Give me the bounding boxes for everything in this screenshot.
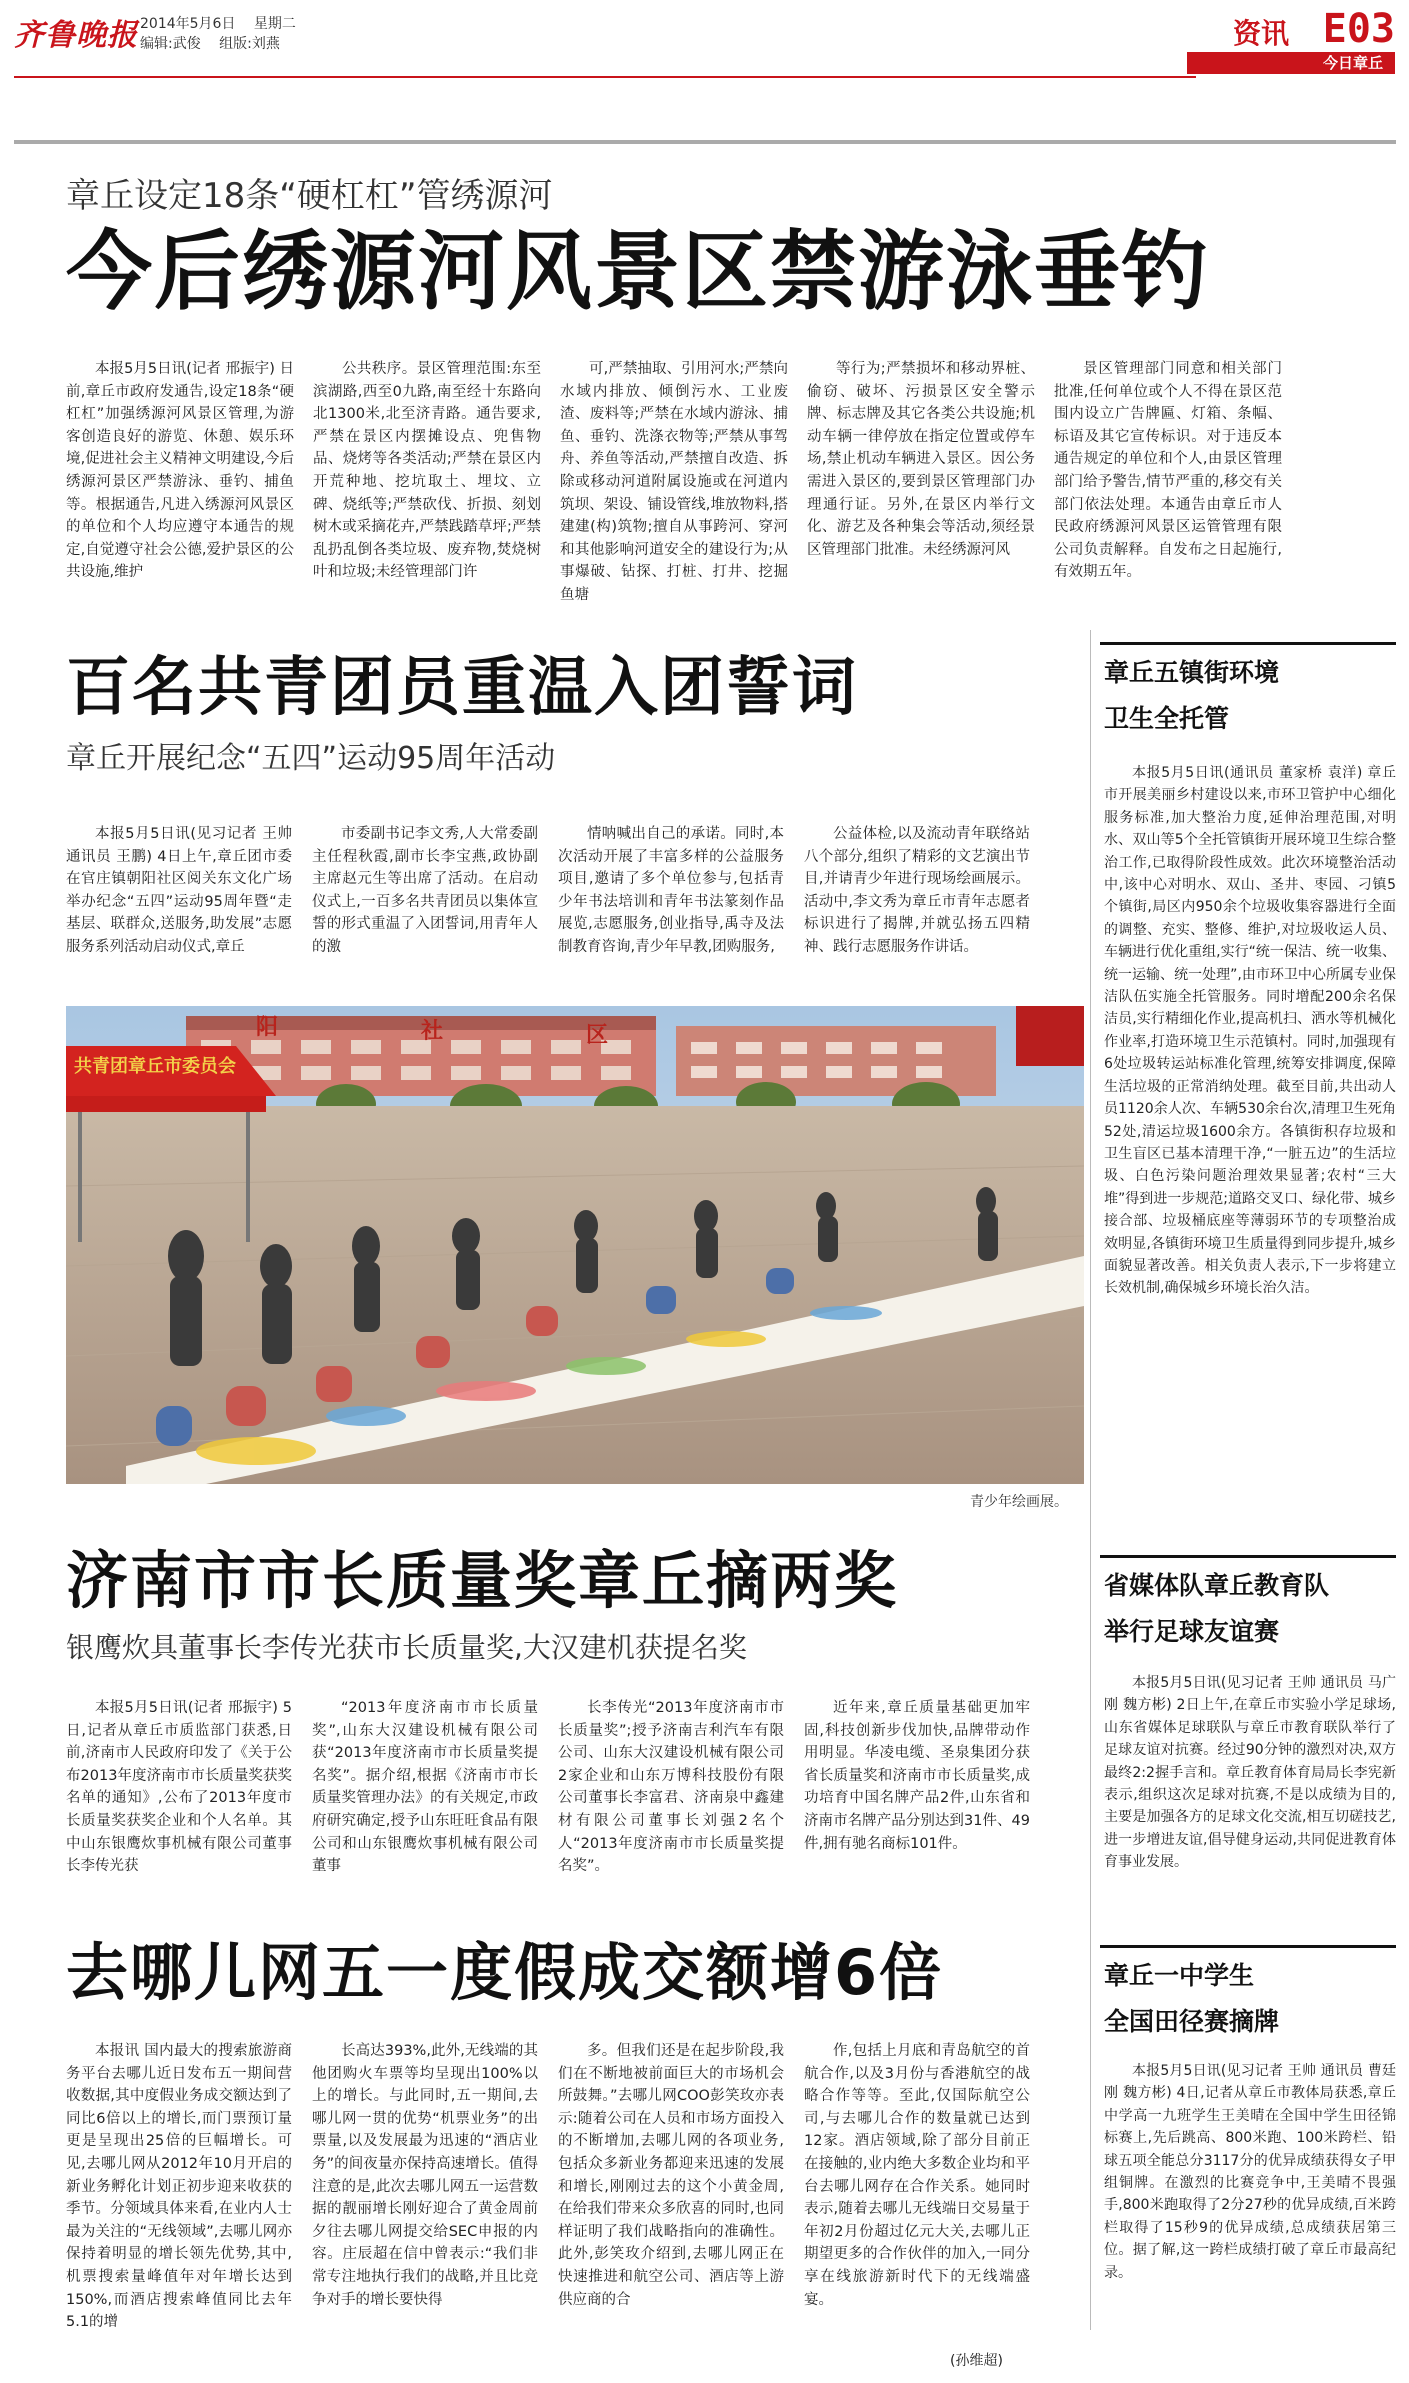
building-sign-3: 区 (586, 1023, 609, 1048)
building-sign-2: 社 (421, 1019, 444, 1044)
article1-col-1: 本报5月5日讯(记者 邢振宇) 日前,章丘市政府发通告,设定18条“硬杠杠”加强绣源河风景区管理,为游客创造良好的游览、休憩、娱乐环境,促进社会主义精神文明建设,今后绣源河景区严禁游泳、垂钓、捕鱼等。根据通告,凡进入绣源河风景区的单位和个人均应遵守本通告的规定,自觉遵守社会公德,爱护景区的公共设施,维护 (66, 361, 294, 581)
article1-col-3: 可,严禁抽取、引用河水;严禁向水域内排放、倾倒污水、工业废渣、废料等;严禁在水域内游泳、捕鱼、垂钓、洗涤衣物等;严禁从事驾舟、养鱼等活动,严禁擅自改造、拆除或移动河道附属设施或在河道内筑坝、架设、铺设管线,堆放物料,搭建建(构)筑物;擅自从事跨河、穿河和其他影响河道安全的建设行为;从事爆破、钻探、打桩、打井、挖掘鱼塘 (560, 361, 788, 603)
sidebar2-bar (1100, 1555, 1396, 1558)
article1-headline: 今后绣源河风景区禁游泳垂钓 (66, 222, 1210, 322)
article1-col-2: 公共秩序。景区管理范围:东至滨湖路,西至0九路,南至经十东路向北1300米,北至济青路。通告要求,严禁在景区内摆摊设点、兜售物品、烧烤等各类活动;严禁在景区内开荒种地、挖坑取土、埋坟、立碑、烧纸等;严禁砍伐、折损、刻划树木或采摘花卉,严禁践踏草坪;严禁乱扔乱倒各类垃圾、废弃物,焚烧树叶和垃圾;未经管理部门许 (313, 361, 541, 581)
article4-headline: 去哪儿网五一度假成交额增6倍 (66, 1936, 944, 2009)
top-divider (14, 140, 1396, 144)
sidebar2-title-line2: 举行足球友谊赛 (1104, 1617, 1280, 1646)
subsection-banner: 今日章丘 (1187, 52, 1395, 74)
article3-col-2: “2013年度济南市市长质量奖”,山东大汉建设机械有限公司获“2013年度济南市市长质量奖提名奖”。据介绍,根据《济南市市长质量奖管理办法》的有关规定,市政府研究确定,授予山东旺旺食品有限公司和山东银鹰炊事机械有限公司董事 (312, 1700, 538, 1875)
article4-byline: (孙维超) (950, 2353, 1003, 2369)
sidebar2-body: 本报5月5日讯(见习记者 王帅 通讯员 马广刚 魏方彬) 2日上午,在章丘市实验小学足球场,山东省媒体足球联队与章丘市教育联队举行了足球友谊对抗赛。经过90分钟的激烈对决,双方最终2:2握手言和。章丘教育体育局局长李宪新表示,组织这次足球对抗赛,不是以成绩为目的,主要是加强各方的足球文化交流,相互切磋技艺,进一步增进友谊,倡导健身运动,共同促进教育体育事业发展。 (1104, 1675, 1396, 1871)
sidebar1-title-line2: 卫生全托管 (1104, 704, 1230, 733)
article2-col-2: 市委副书记李文秀,人大常委副主任程秋霞,副市长李宝燕,政协副主席赵元生等出席了活动。在启动仪式上,一百多名共青团员以集体宣誓的形式重温了入团誓词,用青年人的激 (312, 826, 538, 955)
tent-banner: 共青团章丘市委员会 (74, 1056, 236, 1077)
article2-kicker: 章丘开展纪念“五四”运动95周年活动 (66, 741, 556, 776)
issue-date: 2014年5月6日 (140, 16, 236, 32)
sidebar1-bar (1100, 642, 1396, 645)
building-sign-1: 阳 (256, 1015, 279, 1040)
sidebar1-body: 本报5月5日讯(通讯员 董家桥 袁洋) 章丘市开展美丽乡村建设以来,市环卫管护中心细化服务标准,加大整治力度,延伸治理范围,对明水、双山等5个全托管镇街开展环境卫生综合整治工作,已取得阶段性成效。此次环境整治活动中,该中心对明水、双山、圣井、枣园、刁镇5个镇街,局区内950余个垃圾收集容器进行全面的调整、充实、整修、维护,对垃圾收运人员、车辆进行优化重组,实行“统一保洁、统一收集、统一运输、统一处理”,由市环卫中心所属专业保洁队伍实施全托管服务。同时增配200余名保洁员,实行精细化作业,提高机扫、洒水等机械化作业率,打造环境卫生示范镇村。同时,加强现有6处垃圾转运站标准化管理,统筹安排调度,保障生活垃圾的正常消纳处理。截至目前,共出动人员1120余人次、车辆530余台次,清理卫生死角52处,清运垃圾1600余方。各镇街积存垃圾和卫生盲区已基本清理干净,“一脏五边”的生活垃圾、白色污染问题治理效果显著;农村“三大堆”得到进一步规范;道路交叉口、绿化带、城乡接合部、垃圾桶底座等薄弱环节的专项整治成效明显,各镇街环境卫生质量得到同步提升,城乡面貌显著改善。相关负责人表示,下一步将建立长效机制,确保城乡环境长治久洁。 (1104, 765, 1396, 1297)
masthead (0, 0, 1409, 72)
photo-caption: 青少年绘画展。 (970, 1494, 1068, 1510)
article2-col-1: 本报5月5日讯(见习记者 王帅 通讯员 王鹏) 4日上午,章丘团市委在官庄镇朝阳社区阅关东文化广场举办纪念“五四”运动95周年暨“走基层、联群众,送服务,助发展”志愿服务系列活动启动仪式,章丘 (66, 826, 292, 955)
sidebar3-body: 本报5月5日讯(见习记者 王帅 通讯员 曹廷刚 魏方彬) 4日,记者从章丘市教体局获悉,章丘中学高一九班学生王美晴在全国中学生田径锦标赛上,先后跳高、800米跑、100米跨栏、铅球五项全能总分3117分的优异成绩获得女子甲组铜牌。在激烈的比赛竞争中,王美晴不畏强手,800米跑取得了2分27秒的优异成绩,百米跨栏取得了15秒9的优异成绩,总成绩获居第三位。据了解,这一跨栏成绩打破了章丘市最高纪录。 (1104, 2063, 1396, 2281)
article2-headline: 百名共青团员重温入团誓词 (66, 651, 858, 725)
sidebar3-title (1104, 1953, 1279, 2045)
issue-meta (140, 14, 310, 54)
sidebar2-title (1104, 1563, 1329, 1655)
masthead-rule (14, 76, 1196, 78)
article1-col-4: 等行为;严禁损坏和移动界桩、偷窃、破坏、污损景区安全警示牌、标志牌及其它各类公共设施;机动车辆一律停放在指定位置或停车场,禁止机动车辆进入景区。因公务需进入景区的,要到景区管理部门办理通行证。另外,在景区内举行文化、游艺及各种集会等活动,须经景区管理部门批准。未经绣源河风 (807, 361, 1035, 558)
article3-col-1: 本报5月5日讯(记者 邢振宇) 5日,记者从章丘市质监部门获悉,日前,济南市人民政府印发了《关于公布2013年度济南市市长质量奖获奖名单的通知》,公布了2013年度市长质量奖获奖企业和个人名单。其中山东银鹰炊事机械有限公司董事长李传光获 (66, 1700, 292, 1875)
article1-col-5: 景区管理部门同意和相关部门批准,任何单位或个人不得在景区范围内设立广告牌匾、灯箱、条幅、标语及其它宣传标识。对于违反本通告规定的单位和个人,由景区管理部门给予警告,情节严重的,移交有关部门依法处理。本通告由章丘市人民政府绣源河风景区运管管理有限公司负责解释。自发布之日起施行,有效期五年。 (1054, 361, 1282, 581)
sidebar1-title-line1: 章丘五镇街环境 (1104, 658, 1280, 687)
issue-weekday: 星期二 (253, 16, 296, 32)
article4-col-4: 作,包括上月底和青岛航空的首航合作,以及3月份与香港航空的战略合作等等。至此,仅国际航空公司,与去哪儿合作的数量就已达到12家。酒店领域,除了部分目前正在接触的,业内绝大多数企业均和平台去哪儿网存在合作关系。她同时表示,随着去哪儿无线端日交易量于年初2月份超过亿元大关,去哪儿正期望更多的合作伙伴的加入,一同分享在线旅游新时代下的无线端盛宴。 (804, 2043, 1030, 2308)
article3-headline: 济南市市长质量奖章丘摘两奖 (66, 1544, 899, 1617)
layout-credit: 组版:刘燕 (219, 36, 280, 52)
sidebar-divider (1090, 630, 1091, 2330)
sidebar3-bar (1100, 1945, 1396, 1948)
article4-col-1: 本报讯 国内最大的搜索旅游商务平台去哪儿近日发布五一期间营收数据,其中度假业务成交额达到了同比6倍以上的增长,而门票预订量更是呈现出25倍的巨幅增长。可见,去哪儿网从2012年10月开启的新业务孵化计划正初步迎来收获的季节。分领域具体来看,在业内人士最为关注的“无线领域”,去哪儿网亦保持着明显的增长领先优势,其中,机票搜索量峰值年对年增长达到150%,而酒店搜索峰值同比去年5.1的增 (66, 2043, 292, 2331)
article3-kicker: 银鹰炊具董事长李传光获市长质量奖,大汉建机获提名奖 (66, 1631, 747, 1664)
article3-col-4: 近年来,章丘质量基础更加牢固,科技创新步伐加快,品牌带动作用明显。华凌电缆、圣泉集团分获省长质量奖和济南市市长质量奖,成功培育中国名牌产品2件,山东省和济南市名牌产品分别达到31件、49件,拥有驰名商标101件。 (804, 1700, 1030, 1852)
article2-col-4: 公益体检,以及流动青年联络站八个部分,组织了精彩的文艺演出节目,并请青少年进行现场绘画展示。活动中,李文秀为章丘市青年志愿者标识进行了揭牌,并就弘扬五四精神、践行志愿服务作讲话。 (804, 826, 1030, 955)
sidebar2-title-line1: 省媒体队章丘教育队 (1104, 1571, 1330, 1600)
editor-credit: 编辑:武俊 (140, 36, 201, 52)
page-number: E03 (1322, 6, 1395, 52)
article4-col-2: 长高达393%,此外,无线端的其他团购火车票等均呈现出100%以上的增长。与此同时,五一期间,去哪儿网一贯的优势“机票业务”的出票量,以及发展最为迅速的“酒店业务”的间夜量亦保持高速增长。值得注意的是,此次去哪儿网五一运营数据的靓丽增长刚好迎合了黄金周前夕往去哪儿网提交给SEC申报的内容。庄辰超在信中曾表示:“我们非常专注地执行我们的战略,并且比竞争对手的增长要快得 (312, 2043, 538, 2308)
news-photo (66, 1006, 1084, 1484)
section-name: 资讯 (1232, 17, 1289, 50)
sidebar3-title-line2: 全国田径赛摘牌 (1104, 2007, 1280, 2036)
sidebar1-title (1104, 650, 1279, 742)
article4-col-3: 多。但我们还是在起步阶段,我们在不断地被前面巨大的市场机会所鼓舞。”去哪儿网COO彭笑玫亦表示:随着公司在人员和市场方面投入的不断增加,去哪儿网的各项业务,包括众多新业务都迎来迅速的发展和增长,刚刚过去的这个小黄金周,在给我们带来众多欣喜的同时,也同样证明了我们战略指向的准确性。此外,彭笑玫介绍到,去哪儿网正在快速推进和航空公司、酒店等上游供应商的合 (558, 2043, 784, 2308)
article1-kicker: 章丘设定18条“硬杠杠”管绣源河 (66, 176, 553, 216)
photo-illustration (66, 1006, 1084, 1484)
newspaper-logo: 齐鲁晚报 (14, 18, 138, 53)
article2-col-3: 情呐喊出自己的承诺。同时,本次活动开展了丰富多样的公益服务项目,邀请了多个单位参与,包括青少年书法培训和青年书法篆刻作品展览,志愿服务,创业指导,禹寺及法制教育咨询,青少年早教,团购服务, (558, 826, 784, 955)
sidebar3-title-line1: 章丘一中学生 (1104, 1961, 1255, 1990)
article3-col-3: 长李传光“2013年度济南市市长质量奖”;授予济南吉利汽车有限公司、山东大汉建设机械有限公司2家企业和山东万博科技股份有限公司董事长李富君、济南泉中鑫建材有限公司董事长刘强2名个人“2013年度济南市市长质量奖提名奖”。 (558, 1700, 784, 1875)
